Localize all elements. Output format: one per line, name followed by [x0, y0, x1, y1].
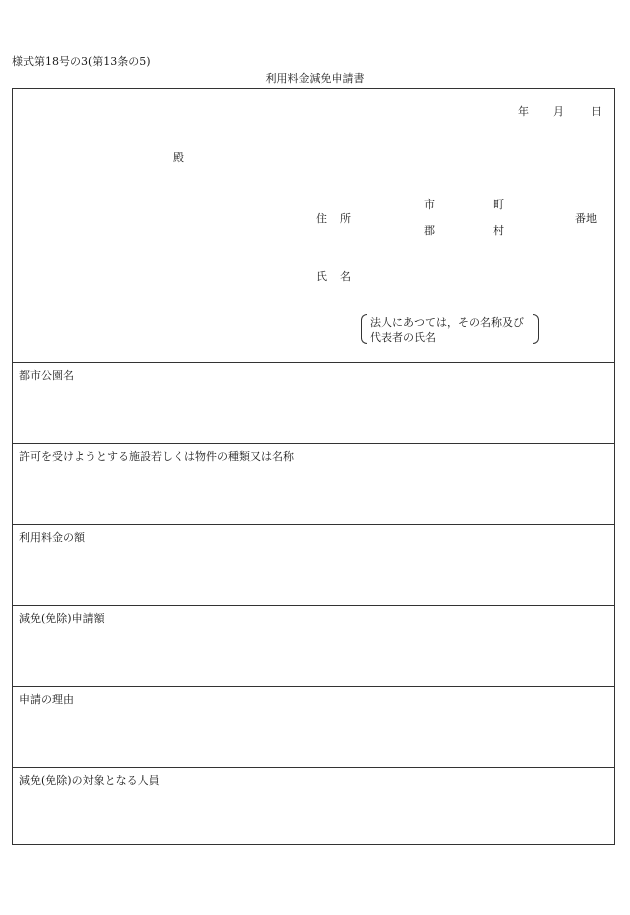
- corporation-note-line1: 法人にあつては，その名称及び: [370, 316, 524, 329]
- address-banchi-label: 番地: [575, 212, 597, 225]
- field-facility-type[interactable]: [13, 443, 614, 524]
- field-label: 都市公園名: [19, 369, 74, 382]
- name-label-second: 名: [340, 270, 351, 283]
- field-label: 申請の理由: [19, 693, 74, 706]
- corporation-note: [361, 314, 539, 346]
- address-label-first: 住: [316, 212, 327, 225]
- address-county-label: 郡: [424, 224, 435, 237]
- date-year-label: 年: [518, 105, 529, 118]
- form-frame: [12, 88, 615, 845]
- name-label-first: 氏: [316, 270, 327, 283]
- address-label-second: 所: [340, 212, 351, 225]
- form-title: 利用料金減免申請書: [265, 72, 365, 85]
- field-label: 利用料金の額: [19, 531, 85, 544]
- date-day-label: 日: [591, 105, 602, 118]
- field-target-persons[interactable]: [13, 767, 614, 845]
- corporation-note-line2: 代表者の氏名: [370, 331, 436, 344]
- right-bracket: [533, 314, 539, 344]
- addressee-suffix: 殿: [173, 151, 184, 164]
- address-city-label: 市: [424, 198, 435, 211]
- left-bracket: [361, 314, 367, 344]
- field-park-name[interactable]: [13, 362, 614, 443]
- field-fee-amount[interactable]: [13, 524, 614, 605]
- form-number: 様式第18号の3(第13条の5): [12, 55, 151, 68]
- date-month-label: 月: [553, 105, 564, 118]
- field-label: 減免(免除)申請額: [19, 612, 105, 625]
- address-village-label: 村: [493, 224, 504, 237]
- field-reason[interactable]: [13, 686, 614, 767]
- address-town-label: 町: [493, 198, 504, 211]
- field-label: 減免(免除)の対象となる人員: [19, 774, 160, 787]
- field-reduction-amount[interactable]: [13, 605, 614, 686]
- field-label: 許可を受けようとする施設若しくは物件の種類又は名称: [19, 450, 294, 463]
